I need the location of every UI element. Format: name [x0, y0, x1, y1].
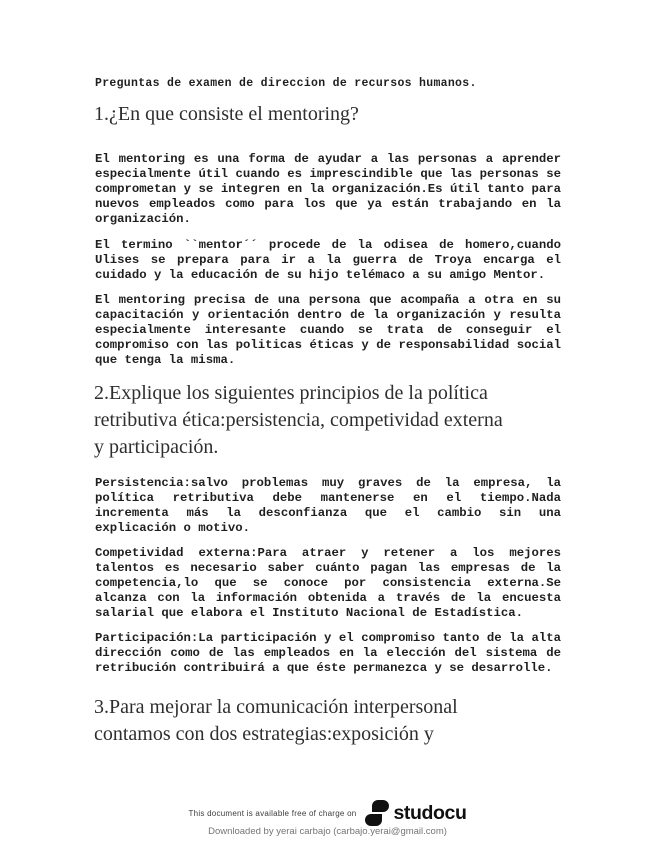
studocu-icon [365, 800, 389, 826]
doc-title-line: Preguntas de examen de direccion de recursos humanos. [95, 77, 477, 90]
heading-line: y participación. [94, 436, 219, 458]
paragraph-mentoring-definition: El mentoring es una forma de ayudar a las personas a aprender especialmente útil cuando es imprescindible que las personas se comprometan y se integren en la organización.Es útil tanto para nuevos empleados como para los que ya están trabajando en la organización. [95, 152, 561, 226]
paragraph-mentor-origin: El termino ``mentor´´ procede de la odisea de homero,cuando Ulises se prepara para ir a la guerra de Troya encarga el cuidado y la educación de su hijo telémaco a su amigo Mentor. [95, 238, 561, 282]
heading-line: 2.Explique los siguientes principios de la política [94, 382, 488, 404]
studocu-footer [0, 799, 655, 827]
heading-line: 3.Para mejorar la comunicación interpersonal [94, 696, 458, 718]
downloaded-by-text: Downloaded by yerai carbajo (carbajo.yerai@gmail.com) [208, 826, 447, 837]
paragraph-mentoring-role: El mentoring precisa de una persona que acompaña a otra en su capacitación y orientación dentro de la organización y resulta especialmente interesante cuando se trata de conseguir el compromiso con las politicas éticas y de responsabilidad social que tenga la misma. [95, 293, 561, 367]
paragraph-competividad-externa: Competividad externa:Para atraer y retener a los mejores talentos es necesario saber cuánto pagan las empresas de la competencia,lo que se conoce por consistencia externa.Se alcanza con la información obtenida a través de la encuesta salarial que elabora el Instituto Nacional de Estadística. [95, 546, 561, 620]
paragraph-persistencia: Persistencia:salvo problemas muy graves de la empresa, la política retributiva debe mantenerse en el tiempo.Nada incrementa más la desconfianza que el cambio sin una explicación o motivo. [95, 476, 561, 535]
question-1-heading [94, 101, 359, 128]
heading-line: 1.¿En que consiste el mentoring? [94, 103, 359, 125]
heading-line: contamos con dos estrategias:exposición y [94, 723, 434, 745]
heading-line: retributiva ética:persistencia, competividad externa [94, 409, 503, 431]
studocu-logo-link[interactable] [365, 800, 466, 826]
question-2-heading [94, 380, 503, 461]
paragraph-participacion: Participación:La participación y el compromiso tanto de la alta dirección como de las empleados en la elección del sistema de retribución contribuirá a que éste permanezca y se desarrolle. [95, 631, 561, 675]
question-3-heading [94, 694, 458, 748]
studocu-wordmark: studocu [393, 802, 467, 824]
availability-text: This document is available free of charge on [188, 808, 357, 818]
